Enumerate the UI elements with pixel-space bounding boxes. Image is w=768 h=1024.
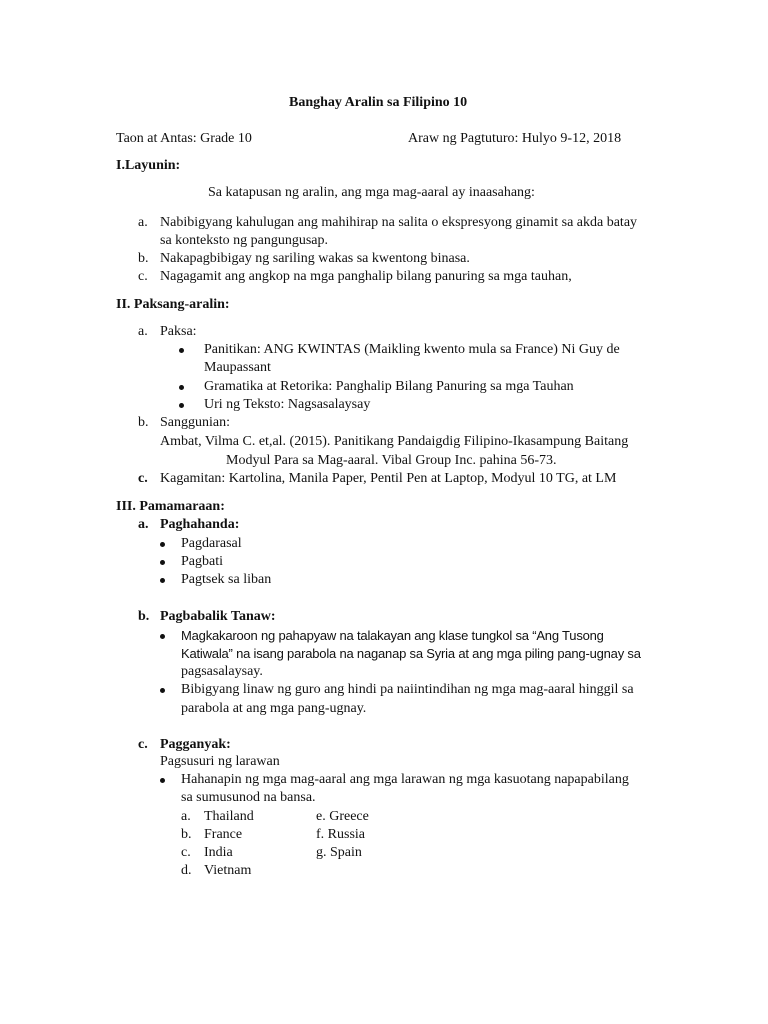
- reference-line: Ambat, Vilma C. et,al. (2015). Panitikang Pandaigdig Filipino-Ikasampung Baitang: [160, 434, 629, 449]
- list-marker: a.: [138, 215, 148, 230]
- bullet-line: Hahanapin ng mga mag-aaral ang mga larawan ng mga kasuotang napapabilang: [181, 772, 629, 787]
- country-item: Vietnam: [204, 863, 252, 878]
- kagamitan-line: Kagamitan: Kartolina, Manila Paper, Pentil Pen at Laptop, Modyul 10 TG, at LM: [160, 471, 617, 486]
- bullet-line: Maupassant: [204, 360, 271, 375]
- bullet-icon: [179, 348, 184, 353]
- bullet-icon: [160, 560, 165, 565]
- list-marker: b.: [138, 251, 149, 266]
- layunin-intro: Sa katapusan ng aralin, ang mga mag-aaral ay inaasahang:: [208, 185, 535, 200]
- bullet-line: Magkakaroon ng pahapyaw na talakayan ang klase tungkol sa “Ang Tusong: [181, 628, 604, 643]
- country-item: f. Russia: [316, 827, 365, 842]
- bullet-icon: [160, 542, 165, 547]
- bullet-line: Pagdarasal: [181, 536, 242, 551]
- country-item: Thailand: [204, 809, 254, 824]
- bullet-line: Pagbati: [181, 554, 223, 569]
- bullet-line: pagsasalaysay.: [181, 664, 263, 679]
- section-heading-pamamaraan: III. Pamamaraan:: [116, 499, 225, 514]
- list-item-line: Nakapagbibigay ng sariling wakas sa kwentong binasa.: [160, 251, 470, 266]
- list-marker: c.: [181, 845, 191, 860]
- list-marker: b.: [138, 609, 150, 624]
- country-item: India: [204, 845, 233, 860]
- country-item: g. Spain: [316, 845, 362, 860]
- subsection-title: Pagbabalik Tanaw:: [160, 609, 276, 624]
- bullet-icon: [160, 634, 165, 639]
- list-item-line: Nabibigyang kahulugan ang mahihirap na salita o ekspresyong ginamit sa akda batay: [160, 215, 638, 230]
- bullet-line: parabola at ang mga pang-ugnay.: [181, 701, 367, 716]
- bullet-line: sa sumusunod na bansa.: [181, 790, 316, 805]
- paksa-label: Paksa:: [160, 324, 197, 339]
- bullet-icon: [160, 688, 165, 693]
- bullet-line: Pagtsek sa liban: [181, 572, 272, 587]
- list-marker: b.: [181, 827, 192, 842]
- list-marker: d.: [181, 863, 192, 878]
- bullet-line: Bibigyang linaw ng guro ang hindi pa naiintindihan ng mga mag-aaral hinggil sa: [181, 682, 634, 697]
- bullet-line: Katiwala” na isang parabola na naganap sa Syria at ang mga piling pang-ugnay sa: [181, 646, 641, 661]
- country-item: e. Greece: [316, 809, 369, 824]
- subsection-title: Paghahanda:: [160, 517, 240, 532]
- sanggunian-label: Sanggunian:: [160, 415, 230, 430]
- list-item-line: Nagagamit ang angkop na mga panghalip bilang panuring sa mga tauhan,: [160, 269, 572, 284]
- reference-line: Modyul Para sa Mag-aaral. Vibal Group Inc. pahina 56-73.: [226, 453, 557, 468]
- teaching-date: Araw ng Pagtuturo: Hulyo 9-12, 2018: [408, 131, 622, 146]
- list-marker: a.: [138, 517, 149, 532]
- bullet-icon: [179, 385, 184, 390]
- list-marker: b.: [138, 415, 149, 430]
- country-item: France: [204, 827, 243, 842]
- list-marker: c.: [138, 269, 148, 284]
- section-heading-layunin: I.Layunin:: [116, 158, 181, 173]
- bullet-icon: [160, 778, 165, 783]
- bullet-line: Uri ng Teksto: Nagsasalaysay: [204, 397, 371, 412]
- list-marker: a.: [138, 324, 148, 339]
- list-item-line: sa konteksto ng pangungusap.: [160, 233, 328, 248]
- bullet-line: Gramatika at Retorika: Panghalip Bilang Panuring sa mga Tauhan: [204, 379, 574, 394]
- bullet-line: Panitikan: ANG KWINTAS (Maikling kwento mula sa France) Ni Guy de: [204, 342, 620, 357]
- list-marker: c.: [138, 471, 148, 486]
- list-marker: a.: [181, 809, 191, 824]
- subsection-title: Pagganyak:: [160, 737, 231, 752]
- grade-level: Taon at Antas: Grade 10: [116, 131, 252, 146]
- pagganyak-sub: Pagsusuri ng larawan: [160, 754, 280, 769]
- document-title: Banghay Aralin sa Filipino 10: [289, 95, 468, 110]
- bullet-icon: [160, 578, 165, 583]
- bullet-icon: [179, 403, 184, 408]
- list-marker: c.: [138, 737, 148, 752]
- section-heading-paksang-aralin: II. Paksang-aralin:: [116, 297, 230, 312]
